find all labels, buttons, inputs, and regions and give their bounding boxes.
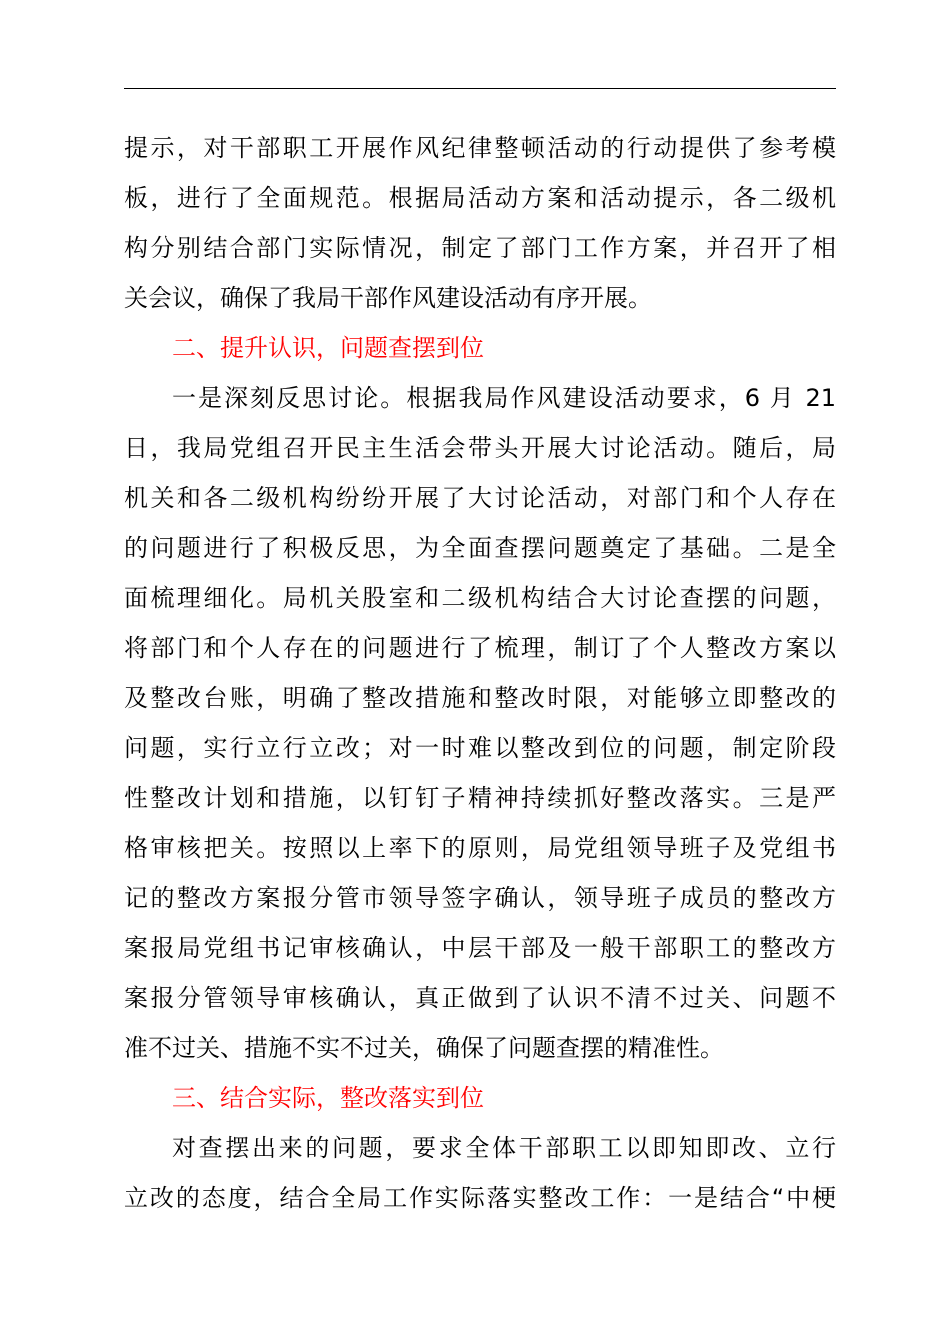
- body-text-line: 准不过关、措施不实不过关，确保了问题查摆的精准性。: [124, 1034, 724, 1062]
- body-text-line: 机关和各二级机构纷纷开展了大讨论活动，对部门和个人存在: [124, 484, 836, 512]
- body-text-line: 构分别结合部门实际情况，制定了部门工作方案，并召开了相: [124, 234, 836, 262]
- body-text-line: 将部门和个人存在的问题进行了梳理，制订了个人整改方案以: [124, 634, 836, 662]
- body-text-line: 面梳理细化。局机关股室和二级机构结合大讨论查摆的问题，: [124, 584, 836, 612]
- paragraph-first-line: 对查摆出来的问题，要求全体干部职工以即知即改、立行: [172, 1134, 836, 1162]
- body-text-line: 及整改台账，明确了整改措施和整改时限，对能够立即整改的: [124, 684, 836, 712]
- body-text-line: 提示，对干部职工开展作风纪律整顿活动的行动提供了参考模: [124, 134, 836, 162]
- body-text-line: 案报分管领导审核确认，真正做到了认识不清不过关、问题不: [124, 984, 836, 1012]
- body-text-line: 板，进行了全面规范。根据局活动方案和活动提示，各二级机: [124, 184, 836, 212]
- section-heading-3: 三、结合实际，整改落实到位: [172, 1084, 484, 1112]
- body-text-line: 记的整改方案报分管市领导签字确认，领导班子成员的整改方: [124, 884, 836, 912]
- body-text-line: 立改的态度，结合全局工作实际落实整改工作：一是结合“中梗: [124, 1184, 836, 1212]
- body-text-line: 案报局党组书记审核确认，中层干部及一般干部职工的整改方: [124, 934, 836, 962]
- body-text-line: 日，我局党组召开民主生活会带头开展大讨论活动。随后，局: [124, 434, 836, 462]
- body-text-line: 关会议，确保了我局干部作风建设活动有序开展。: [124, 284, 652, 312]
- header-rule: [124, 88, 836, 89]
- body-text-line: 问题，实行立行立改；对一时难以整改到位的问题，制定阶段: [124, 734, 836, 762]
- body-text-line: 格审核把关。按照以上率下的原则，局党组领导班子及党组书: [124, 834, 836, 862]
- body-text-line: 性整改计划和措施，以钉钉子精神持续抓好整改落实。三是严: [124, 784, 836, 812]
- paragraph-first-line: 一是深刻反思讨论。根据我局作风建设活动要求，6 月 21: [172, 384, 836, 412]
- body-text-line: 的问题进行了积极反思，为全面查摆问题奠定了基础。二是全: [124, 534, 836, 562]
- section-heading-2: 二、提升认识，问题查摆到位: [172, 334, 484, 362]
